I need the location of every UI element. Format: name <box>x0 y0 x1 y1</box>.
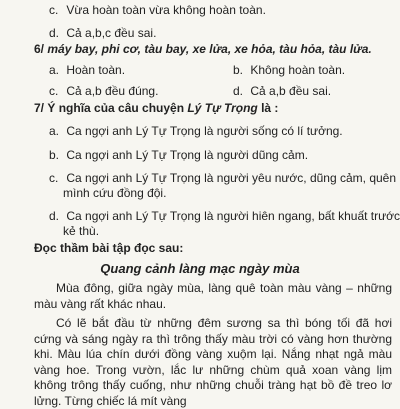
question-text-pre: Ý nghĩa của câu chuyện <box>47 101 188 115</box>
q7-option-a <box>49 124 343 139</box>
option-text: Vừa hoàn toàn vừa không hoàn toàn. <box>66 3 266 17</box>
question-number: 6/ <box>34 42 45 56</box>
reading-title: Quang cảnh làng mạc ngày mùa <box>100 261 300 276</box>
option-text: Cả a,b,c đều sai. <box>66 26 157 40</box>
q7-prompt <box>34 101 278 116</box>
q7-option-c-continuation <box>63 186 166 201</box>
q7-option-d-continuation <box>63 224 99 239</box>
option-text: mình cứu đồng đội. <box>63 186 167 200</box>
option-letter: b. <box>233 63 244 77</box>
option-text: kẻ thù. <box>63 224 100 238</box>
option-text: Ca ngợi anh Lý Tự Trọng là người yêu nước, dũng cảm, quên <box>66 171 397 185</box>
q6-option-b <box>233 63 345 78</box>
reading-paragraph-1: Mùa đông, giữa ngày mùa, làng quê toàn màu vàng – những màu vàng rất khác nhau. <box>34 281 392 311</box>
option-letter: a. <box>49 63 60 77</box>
option-text: Cả a,b đều sai. <box>250 84 332 98</box>
question-number: 7/ <box>34 101 45 115</box>
q6-option-c <box>49 84 158 99</box>
option-letter: d. <box>49 26 60 40</box>
q5-option-d <box>49 26 156 41</box>
option-letter: c. <box>49 171 59 185</box>
q7-option-d <box>49 209 400 224</box>
option-letter: d. <box>233 84 244 98</box>
option-letter: d. <box>49 209 60 223</box>
option-text: Ca ngợi anh Lý Tự Trọng là người dũng cảm. <box>66 148 309 162</box>
option-text: Hoàn toàn. <box>66 63 126 77</box>
option-text: Không hoàn toàn. <box>250 63 346 77</box>
q6-option-a <box>49 63 125 78</box>
option-text: Cả a,b đều đúng. <box>66 84 159 98</box>
question-text-post: là : <box>257 101 279 115</box>
q6-prompt <box>34 42 372 57</box>
option-letter: c. <box>49 84 59 98</box>
option-letter: c. <box>49 3 59 17</box>
reading-paragraph-2: Có lẽ bắt đầu từ những đêm sương sa thì bóng tối đã hơi cứng và sáng ngày ra thì trông thấy màu trời có vàng hơn thường khi. Màu lúa chín dưới đồng vàng xuộm lại. Nắng nhạt ngả màu vàng hoe. Trong vườn, lắc lư những chùm quả xoan vàng lịm không trông thấy cuống, như những chuỗi tràng hạt bồ đề treo lơ lửng. Từng chiếc lá mít vàng <box>34 316 392 408</box>
option-text: Ca ngợi anh Lý Tự Trọng là người hiên ngang, bất khuất trước <box>66 209 400 223</box>
reading-instruction: Đọc thầm bài tập đọc sau: <box>34 241 184 255</box>
option-letter: a. <box>49 124 60 138</box>
option-letter: b. <box>49 148 60 162</box>
q6-option-d <box>233 84 331 99</box>
question-text: máy bay, phi cơ, tàu bay, xe lửa, xe hỏa, tàu hỏa, tàu lửa. <box>47 42 372 56</box>
option-text: Ca ngợi anh Lý Tự Trọng là người sống có lí tưởng. <box>66 124 343 138</box>
q7-option-c <box>49 171 396 186</box>
q7-option-b <box>49 148 308 163</box>
story-title: Lý Tự Trọng <box>187 101 258 115</box>
q5-option-c <box>49 3 266 18</box>
